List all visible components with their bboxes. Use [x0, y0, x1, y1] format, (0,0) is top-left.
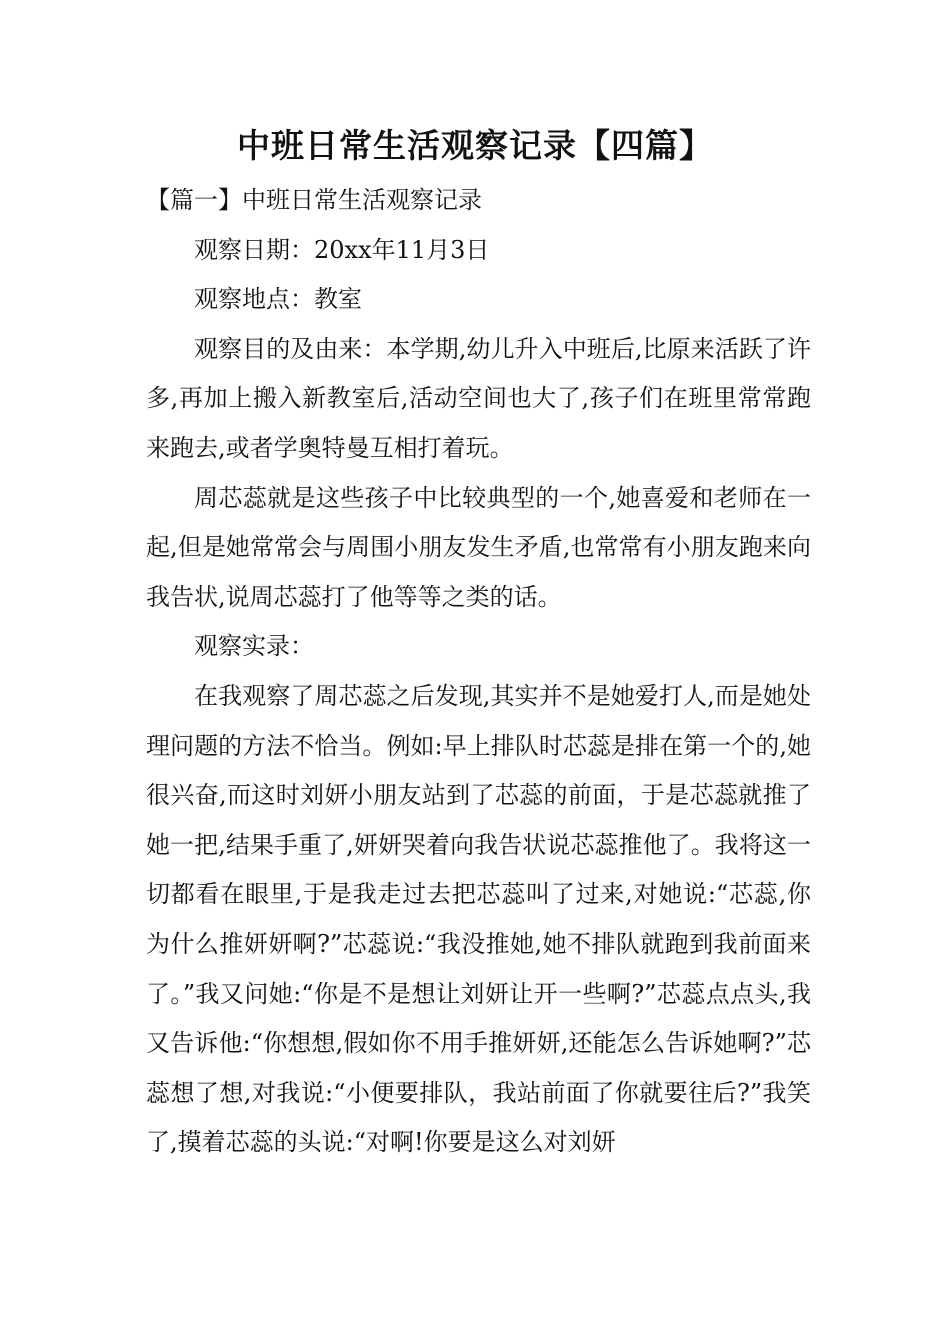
document-body [146, 176, 811, 1168]
observation-purpose: 观察目的及由来：本学期,幼儿升入中班后,比原来活跃了许多,再加上搬入新教室后,活动空间也大了,孩子们在班里常常跑来跑去,或者学奥特曼互相打着玩。 [146, 334, 811, 462]
section-heading: 【篇一】中班日常生活观察记录 [146, 186, 482, 214]
paragraph-record: 在我观察了周芯蕊之后发现,其实并不是她爱打人,而是她处理问题的方法不恰当。例如:早上排队时芯蕊是排在第一个的,她很兴奋,而这时刘妍小朋友站到了芯蕊的前面，于是芯蕊就推了她一把,结果手重了,妍妍哭着向我告状说芯蕊推他了。我将这一切都看在眼里,于是我走过去把芯蕊叫了过来,对她说:“芯蕊,你为什么推妍妍啊?”芯蕊说:“我没推她,她不排队就跑到我前面来了。”我又问她:“你是不是想让刘妍让开一些啊?”芯蕊点点头,我又告诉他:“你想想,假如你不用手推妍妍,还能怎么告诉她啊?”芯蕊想了想,对我说:“小便要排队，我站前面了你就要往后?”我笑了,摸着芯蕊的头说:“对啊!你要是这么对刘妍 [146, 681, 811, 1157]
observation-date: 观察日期：20xx年11月3日 [194, 235, 490, 264]
observation-record-heading: 观察实录： [194, 632, 314, 661]
observation-location: 观察地点：教室 [194, 285, 362, 314]
paragraph-background: 周芯蕊就是这些孩子中比较典型的一个,她喜爱和老师在一起,但是她常常会与周围小朋友发生矛盾,也常常有小朋友跑来向我告状,说周芯蕊打了他等等之类的话。 [146, 483, 811, 611]
document-title: 中班日常生活观察记录【四篇】 [237, 126, 713, 165]
